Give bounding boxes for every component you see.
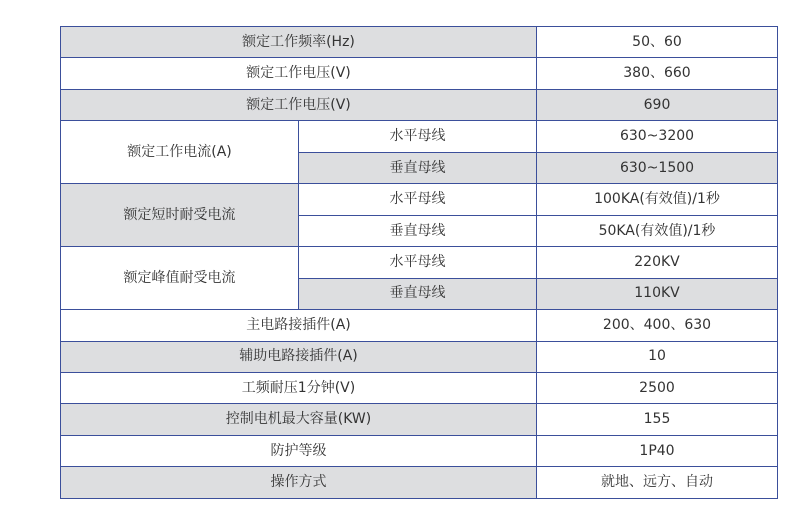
spec-table: [60, 26, 778, 499]
sub-label-cell: 水平母线: [299, 121, 537, 152]
param-cell: 工频耐压1分钟(V): [61, 372, 537, 403]
sub-label-cell: 垂直母线: [299, 215, 537, 246]
value-cell: 380、660: [537, 58, 778, 89]
param-cell: 额定工作电压(V): [61, 89, 537, 120]
table-row: [61, 89, 778, 120]
value-cell: 110KV: [537, 278, 778, 309]
value-cell: 就地、远方、自动: [537, 467, 778, 499]
table-row: [61, 58, 778, 89]
table-row: [61, 372, 778, 403]
value-cell: 630~1500: [537, 152, 778, 183]
param-cell: 额定工作频率(Hz): [61, 27, 537, 58]
table-row: [61, 404, 778, 435]
value-cell: 220KV: [537, 247, 778, 278]
value-cell: 155: [537, 404, 778, 435]
table-row: [61, 247, 778, 278]
param-cell: 额定峰值耐受电流: [61, 247, 299, 310]
table-row: [61, 184, 778, 215]
value-cell: 1P40: [537, 435, 778, 466]
param-cell: 辅助电路接插件(A): [61, 341, 537, 372]
table-row: [61, 467, 778, 499]
sub-label-cell: 水平母线: [299, 184, 537, 215]
param-cell: 操作方式: [61, 467, 537, 499]
table-row: [61, 121, 778, 152]
value-cell: 100KA(有效值)/1秒: [537, 184, 778, 215]
param-cell: 额定短时耐受电流: [61, 184, 299, 247]
param-cell: 控制电机最大容量(KW): [61, 404, 537, 435]
table-row: [61, 27, 778, 58]
value-cell: 50KA(有效值)/1秒: [537, 215, 778, 246]
value-cell: 2500: [537, 372, 778, 403]
value-cell: 690: [537, 89, 778, 120]
param-cell: 额定工作电压(V): [61, 58, 537, 89]
value-cell: 10: [537, 341, 778, 372]
sub-label-cell: 垂直母线: [299, 278, 537, 309]
value-cell: 630~3200: [537, 121, 778, 152]
table-row: [61, 435, 778, 466]
table-row: [61, 310, 778, 341]
param-cell: 主电路接插件(A): [61, 310, 537, 341]
value-cell: 200、400、630: [537, 310, 778, 341]
value-cell: 50、60: [537, 27, 778, 58]
sub-label-cell: 垂直母线: [299, 152, 537, 183]
param-cell: 防护等级: [61, 435, 537, 466]
param-cell: 额定工作电流(A): [61, 121, 299, 184]
table-row: [61, 341, 778, 372]
sub-label-cell: 水平母线: [299, 247, 537, 278]
